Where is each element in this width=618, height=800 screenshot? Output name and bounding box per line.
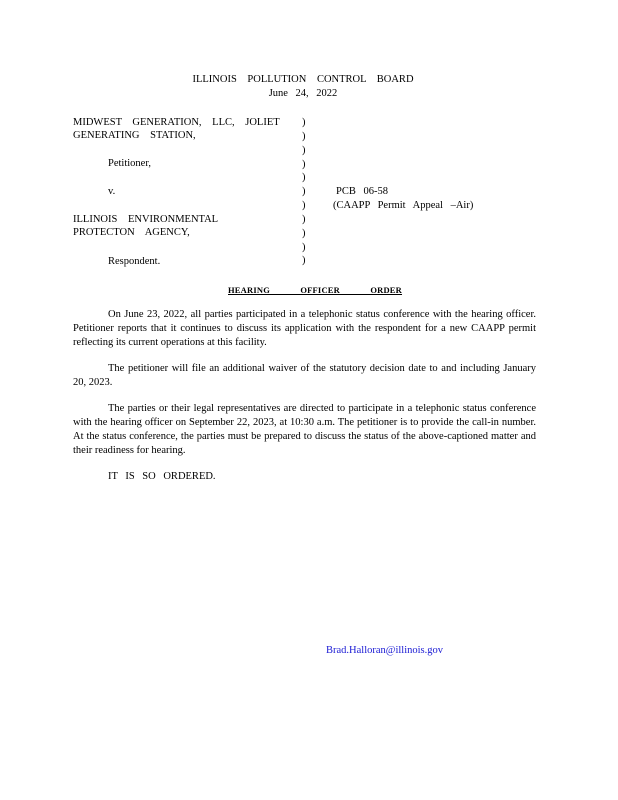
bracket-mark: ) — [302, 130, 306, 142]
case-type: (CAAPP Permit Appeal –Air) — [333, 200, 474, 211]
versus-label: v. — [108, 186, 116, 197]
petitioner-role: Petitioner, — [108, 158, 152, 169]
bracket-mark: ) — [302, 117, 306, 128]
bracket-mark: ) — [302, 200, 306, 212]
bracket-mark: ) — [302, 227, 306, 239]
bracket-mark: ) — [302, 186, 306, 198]
order-paragraph: The parties or their legal representatives are directed to participate in a telephonic status conference with the hearing officer on September 22, 2023, at 10:30 a.m. The petitioner is to provide the call-in number. At the status conference, the parties must be prepared to discuss the status of the above-captioned matter and their readiness for hearing. — [73, 403, 536, 456]
closing-statement: IT IS SO ORDERED. — [108, 471, 216, 482]
bracket-mark: ) — [302, 158, 306, 170]
bracket-mark: ) — [302, 172, 306, 184]
case-number: PCB 06-58 — [336, 186, 388, 197]
bracket-mark: ) — [302, 144, 306, 156]
petitioner-name-line1: MIDWEST GENERATION, LLC, JOLIET — [73, 117, 280, 128]
order-paragraph: The petitioner will file an additional waiver of the statutory decision date to and including January 20, 2023. — [73, 363, 536, 388]
document-date: June 24, 2022 — [268, 88, 338, 99]
respondent-name-line1: ILLINOIS ENVIRONMENTAL — [73, 214, 219, 225]
bracket-mark: ) — [302, 255, 306, 267]
caption-bracket — [302, 116, 312, 268]
bracket-mark: ) — [302, 213, 306, 225]
order-paragraph: On June 23, 2022, all parties participated in a telephonic status conference with the hearing officer. Petitioner reports that it continues to discuss its application with the respondent for a new CAAPP permit reflecting its current operations at this facility. — [73, 309, 536, 348]
bracket-mark: ) — [302, 241, 306, 253]
order-heading: HEARING OFFICER ORDER — [228, 285, 403, 295]
respondent-role: Respondent. — [108, 256, 161, 267]
signature-email-link[interactable]: Brad.Halloran@illinois.gov — [326, 645, 443, 656]
respondent-name-line2: PROTECTON AGENCY, — [73, 227, 190, 238]
petitioner-name-line2: GENERATING STATION, — [73, 130, 196, 141]
board-name: ILLINOIS POLLUTION CONTROL BOARD — [192, 74, 414, 85]
